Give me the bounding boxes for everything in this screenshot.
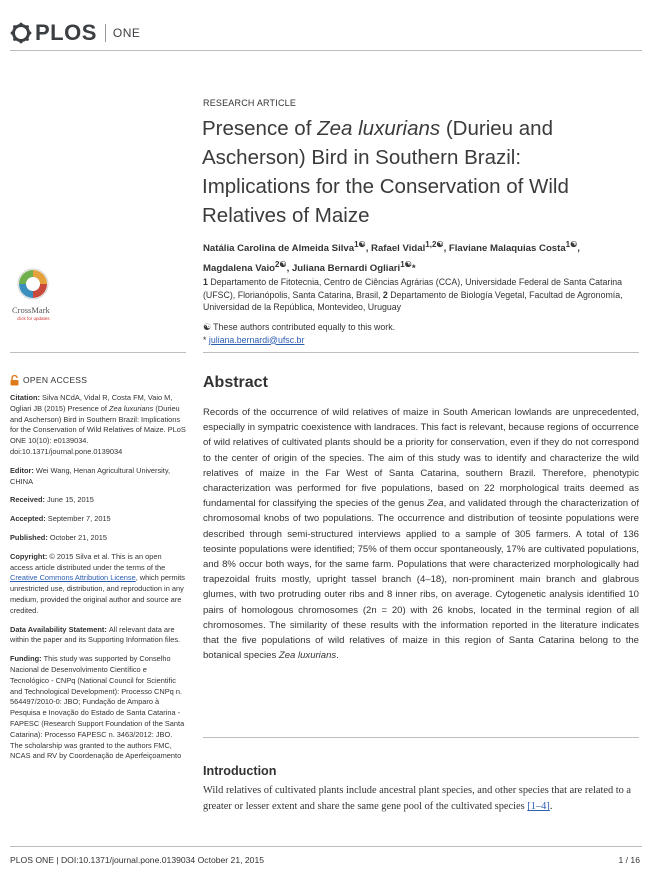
accepted-block (10, 514, 186, 525)
citation-block (10, 393, 186, 458)
citation-label: Citation: (10, 393, 40, 402)
citation-species: Zea luxurians (109, 403, 154, 413)
corresponding-star: * (203, 334, 207, 345)
data-availability-text: All relevant data are within the paper and its Supporting Information files. (10, 624, 181, 645)
plos-logo-text: PLOS (35, 20, 97, 45)
funding-block (10, 654, 186, 762)
open-access-badge (10, 375, 186, 386)
abstract-rule (203, 737, 639, 738)
journal-name: ONE (112, 26, 141, 40)
crossmark-label[interactable]: CrossMark (12, 305, 50, 315)
copyright-block (10, 552, 186, 617)
author-name[interactable]: Juliana Bernardi Ogliari (291, 263, 401, 275)
open-lock-icon (10, 375, 19, 386)
introduction-text (203, 783, 643, 815)
author-name[interactable]: Rafael Vidal (371, 243, 426, 255)
data-availability-label: Data Availability Statement: (10, 624, 107, 634)
affiliation-text: Departamento de Fitotecnia, Centro de Ciências Agrárias (CCA), Universidade Federal de Santa Catarina (UFSC), Florianópolis, Santa Catarina, Brasil, (203, 277, 623, 300)
author-affil-sup: 2☯ (274, 260, 287, 270)
received-label: Received: (10, 495, 45, 505)
author-name[interactable]: Magdalena Vaio (203, 263, 275, 275)
received-date: June 15, 2015 (46, 495, 94, 505)
abstract-text-part: Records of the occurrence of wild relatives of maize in South American lowlands are unprecedented, especially in sympatric coexistence with landraces. This fact is relevant, because regions of occurrence of wild relatives of cultivated plants should be a priority for conservation, even if they do not correspond to the center of origin of the species. The aim of this study was to identify and characterize the wild relatives of maize in the Far West of Santa Catarina, southern Brazil. Therefore, phenotypic characterization was performed for five populations, based on 22 morphological traits deemed as fundamental for classifying the species of the genus (203, 407, 639, 510)
footer-rule (10, 846, 642, 847)
funding-label: Funding: (10, 654, 42, 664)
author-notes (203, 321, 623, 346)
abstract-species: Zea luxurians (278, 650, 337, 662)
copyright-text-end: , which permits unrestricted use, distribution, and reproduction in any medium, provided the original author and source are credited. (10, 573, 185, 615)
cite-ref: 1 (530, 801, 536, 812)
author-name[interactable]: Flaviane Malaquias Costa (448, 243, 566, 255)
corresponding-note (203, 334, 623, 347)
sidebar-rule (10, 352, 186, 353)
equal-contribution-note: ☯ These authors contributed equally to this work. (203, 322, 396, 332)
article-sidebar (10, 375, 186, 770)
received-block (10, 495, 186, 506)
header-rule (10, 50, 642, 51)
corresponding-mark: * (411, 263, 416, 275)
affiliation-text: Departamento de Biología Vegetal, Facultad de Agronomía, Universidad de la República, Montevideo, Uruguay (203, 289, 623, 312)
editor-text: Wei Wang, Henan Agricultural University, CHINA (10, 465, 171, 486)
author-affil-sup: 1☯ (354, 240, 366, 249)
author-name[interactable]: Natália Carolina de Almeida Silva (203, 243, 355, 255)
main-rule (203, 352, 639, 353)
published-date: October 21, 2015 (49, 532, 107, 542)
license-link[interactable]: Creative Commons Attribution License (10, 573, 136, 583)
published-block (10, 533, 186, 544)
cite-dash: – (535, 801, 542, 812)
title-species-name: Zea luxurians (317, 117, 441, 140)
accepted-label: Accepted: (10, 514, 46, 524)
open-access-label: OPEN ACCESS (23, 375, 88, 386)
introduction-text-part: Wild relatives of cultivated plants include ancestral plant species, and other species that are related to a greater or lesser extent and share the same gene pool of the cultivated species (203, 785, 632, 812)
citation-text-end: (Durieu and Ascherson) Bird in Southern Brazil: Implications for the Conservation of Wild Relatives of Maize. PLoS ONE 10(10): e0139034. doi:10.1371/journal.pone.0139034 (10, 403, 186, 456)
plos-logo-icon (10, 22, 32, 44)
published-label: Published: (10, 532, 48, 542)
page-number: 1 / 16 (618, 855, 640, 865)
article-type: RESEARCH ARTICLE (203, 98, 297, 108)
abstract-heading: Abstract (203, 374, 268, 391)
title-text-end: (Durieu and Ascherson) Bird in Southern Brazil: Implications for the Conservation of Wild Relatives of Maize (202, 117, 569, 227)
funding-text: This study was supported by Conselho Nacional de Desenvolvimento Científico e Tecnológico - CNPq (National Council for Scientific and Technological Development): Processo CNPq n. 564497/2010-0: JBO; Fundação de Amparo à Pesquisa e Inovação do Estado de Santa Catarina - FAPESC (Research Support Foundation of the Santa Catarina): Processo FAPESC n. 3463/2012: JBO. The scholarship was granted to the authors FMC, NCAS and RV by Coordenação de Aperfeiçoamento (10, 654, 185, 761)
author-affil-sup: 1,2☯ (425, 240, 444, 249)
footer-doi: PLOS ONE | DOI:10.1371/journal.pone.0139034 October 21, 2015 (10, 855, 265, 865)
author-list: Natália Carolina de Almeida Silva$^{1☯}$, Rafael Vidal$^{1,2☯}$, Flaviane Malaquias Costa$^{1☯}$, Magdalena Vaio$^{2☯}$, Juliana Bernardi Ogliari$^{1☯}$* (203, 240, 580, 275)
accepted-date: September 7, 2015 (47, 514, 111, 524)
copyright-text: © 2015 Silva et al. This is an open access article distributed under the terms of the (10, 551, 166, 572)
affiliation-number: 2 (382, 289, 388, 300)
title-text-start: Presence of (202, 117, 318, 140)
logo-divider (105, 24, 106, 42)
introduction-heading: Introduction (203, 764, 277, 778)
journal-header (10, 20, 140, 46)
abstract-text-end: . (336, 650, 339, 662)
corresponding-email-link[interactable]: juliana.bernardi@ufsc.br (208, 334, 305, 345)
copyright-label: Copyright: (10, 551, 48, 561)
abstract-text-part: , and validated through the characterization of chromosomal knobs of two populations. The occurrence and distribution of teosinte populations were described through semi-structured interviews applied to a sample of 305 farmers. A total of 136 teosinte populations were identified; 75% of them occur spontaneously, 17% are cultivated populations, and 8% occur both ways, for the same farm. Populations that were characterized morphologically had trapezoidal fruits mostly, upright tassel branch (4–18), non-prominent main branch and glabrous glumes, with two protruding outer ribs and 8 inner ribs, on average. Cytogenetic analysis identified 10 pairs of homologous chromosomes (2n = 20) with 26 knobs, located in the terminal region of all chromosomes. The similarity of these results with the information reported in the literature indicates that the five populations of wild relatives of maize in this region of Santa Catarina belong to the botanical species (203, 498, 639, 662)
author-affil-sup: 1☯ (565, 240, 578, 249)
abstract-genus: Zea (427, 498, 444, 510)
editor-block (10, 466, 186, 488)
cite-bracket: ] (546, 801, 550, 812)
affiliation-number: 1 (203, 277, 208, 287)
citation-text: Silva NCdA, Vidal R, Costa FM, Vaio M, Ogliari JB (2015) Presence of (10, 393, 173, 413)
crossmark-sublabel[interactable]: click for updates (17, 316, 50, 321)
cite-bracket: [ (527, 801, 531, 812)
citation-link[interactable] (527, 801, 550, 812)
author-affil-sup: 1☯ (400, 260, 412, 270)
introduction-period: . (549, 801, 553, 812)
abstract-text (203, 405, 639, 663)
editor-label: Editor: (10, 465, 34, 475)
affiliations (203, 276, 633, 314)
data-availability-block (10, 625, 186, 647)
cite-ref: 4 (541, 801, 547, 812)
article-title (202, 114, 622, 230)
